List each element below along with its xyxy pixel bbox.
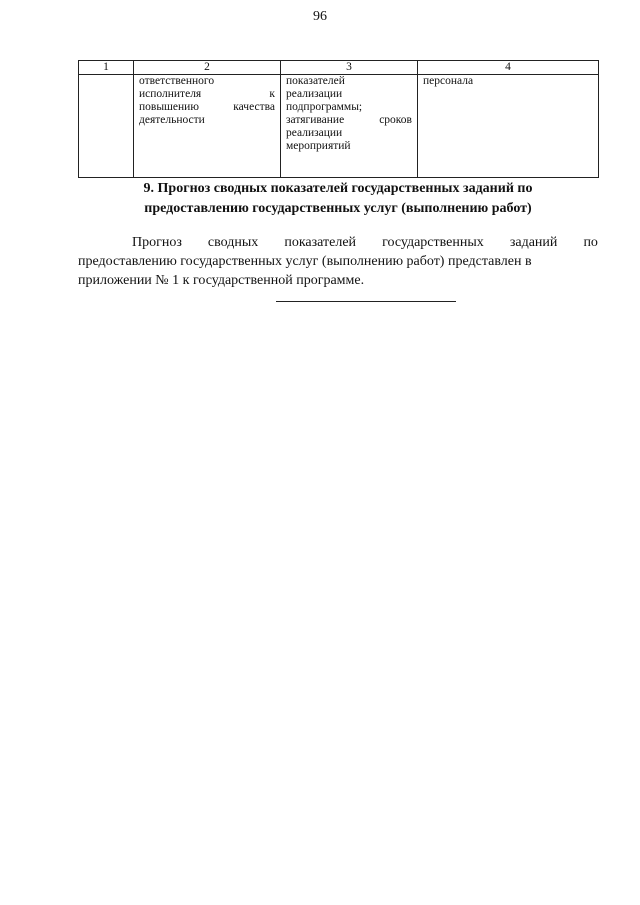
body-paragraph bbox=[78, 233, 598, 290]
paragraph-line: Прогноз сводных показателей государственных заданий по bbox=[132, 235, 598, 250]
section-title bbox=[78, 179, 598, 219]
table-header-cell: 2 bbox=[134, 61, 281, 75]
table-header-cell: 4 bbox=[418, 61, 599, 75]
section-title-line: 9. Прогноз сводных показателей государственных заданий по bbox=[143, 181, 533, 196]
table-cell-col2: ответственного исполнителя к повышению качества деятельности bbox=[134, 75, 281, 178]
table-cell-col3: показателей реализации подпрограммы; затягивание сроков реализации мероприятий bbox=[281, 75, 418, 178]
section-title-line: предоставлению государственных услуг (выполнению работ) bbox=[144, 201, 532, 216]
table-cell-col1 bbox=[79, 75, 134, 178]
paragraph-line: предоставлению государственных услуг (выполнению работ) представлен в bbox=[78, 254, 532, 269]
end-divider-line bbox=[276, 301, 456, 302]
page-number: 96 bbox=[313, 9, 327, 24]
table-cell-col4: персонала bbox=[418, 75, 599, 178]
table-header-cell: 3 bbox=[281, 61, 418, 75]
table-row bbox=[79, 75, 599, 178]
continuation-table bbox=[78, 60, 599, 178]
table-header-row bbox=[79, 61, 599, 75]
table-header-cell: 1 bbox=[79, 61, 134, 75]
paragraph-line: приложении № 1 к государственной программе. bbox=[78, 273, 365, 288]
